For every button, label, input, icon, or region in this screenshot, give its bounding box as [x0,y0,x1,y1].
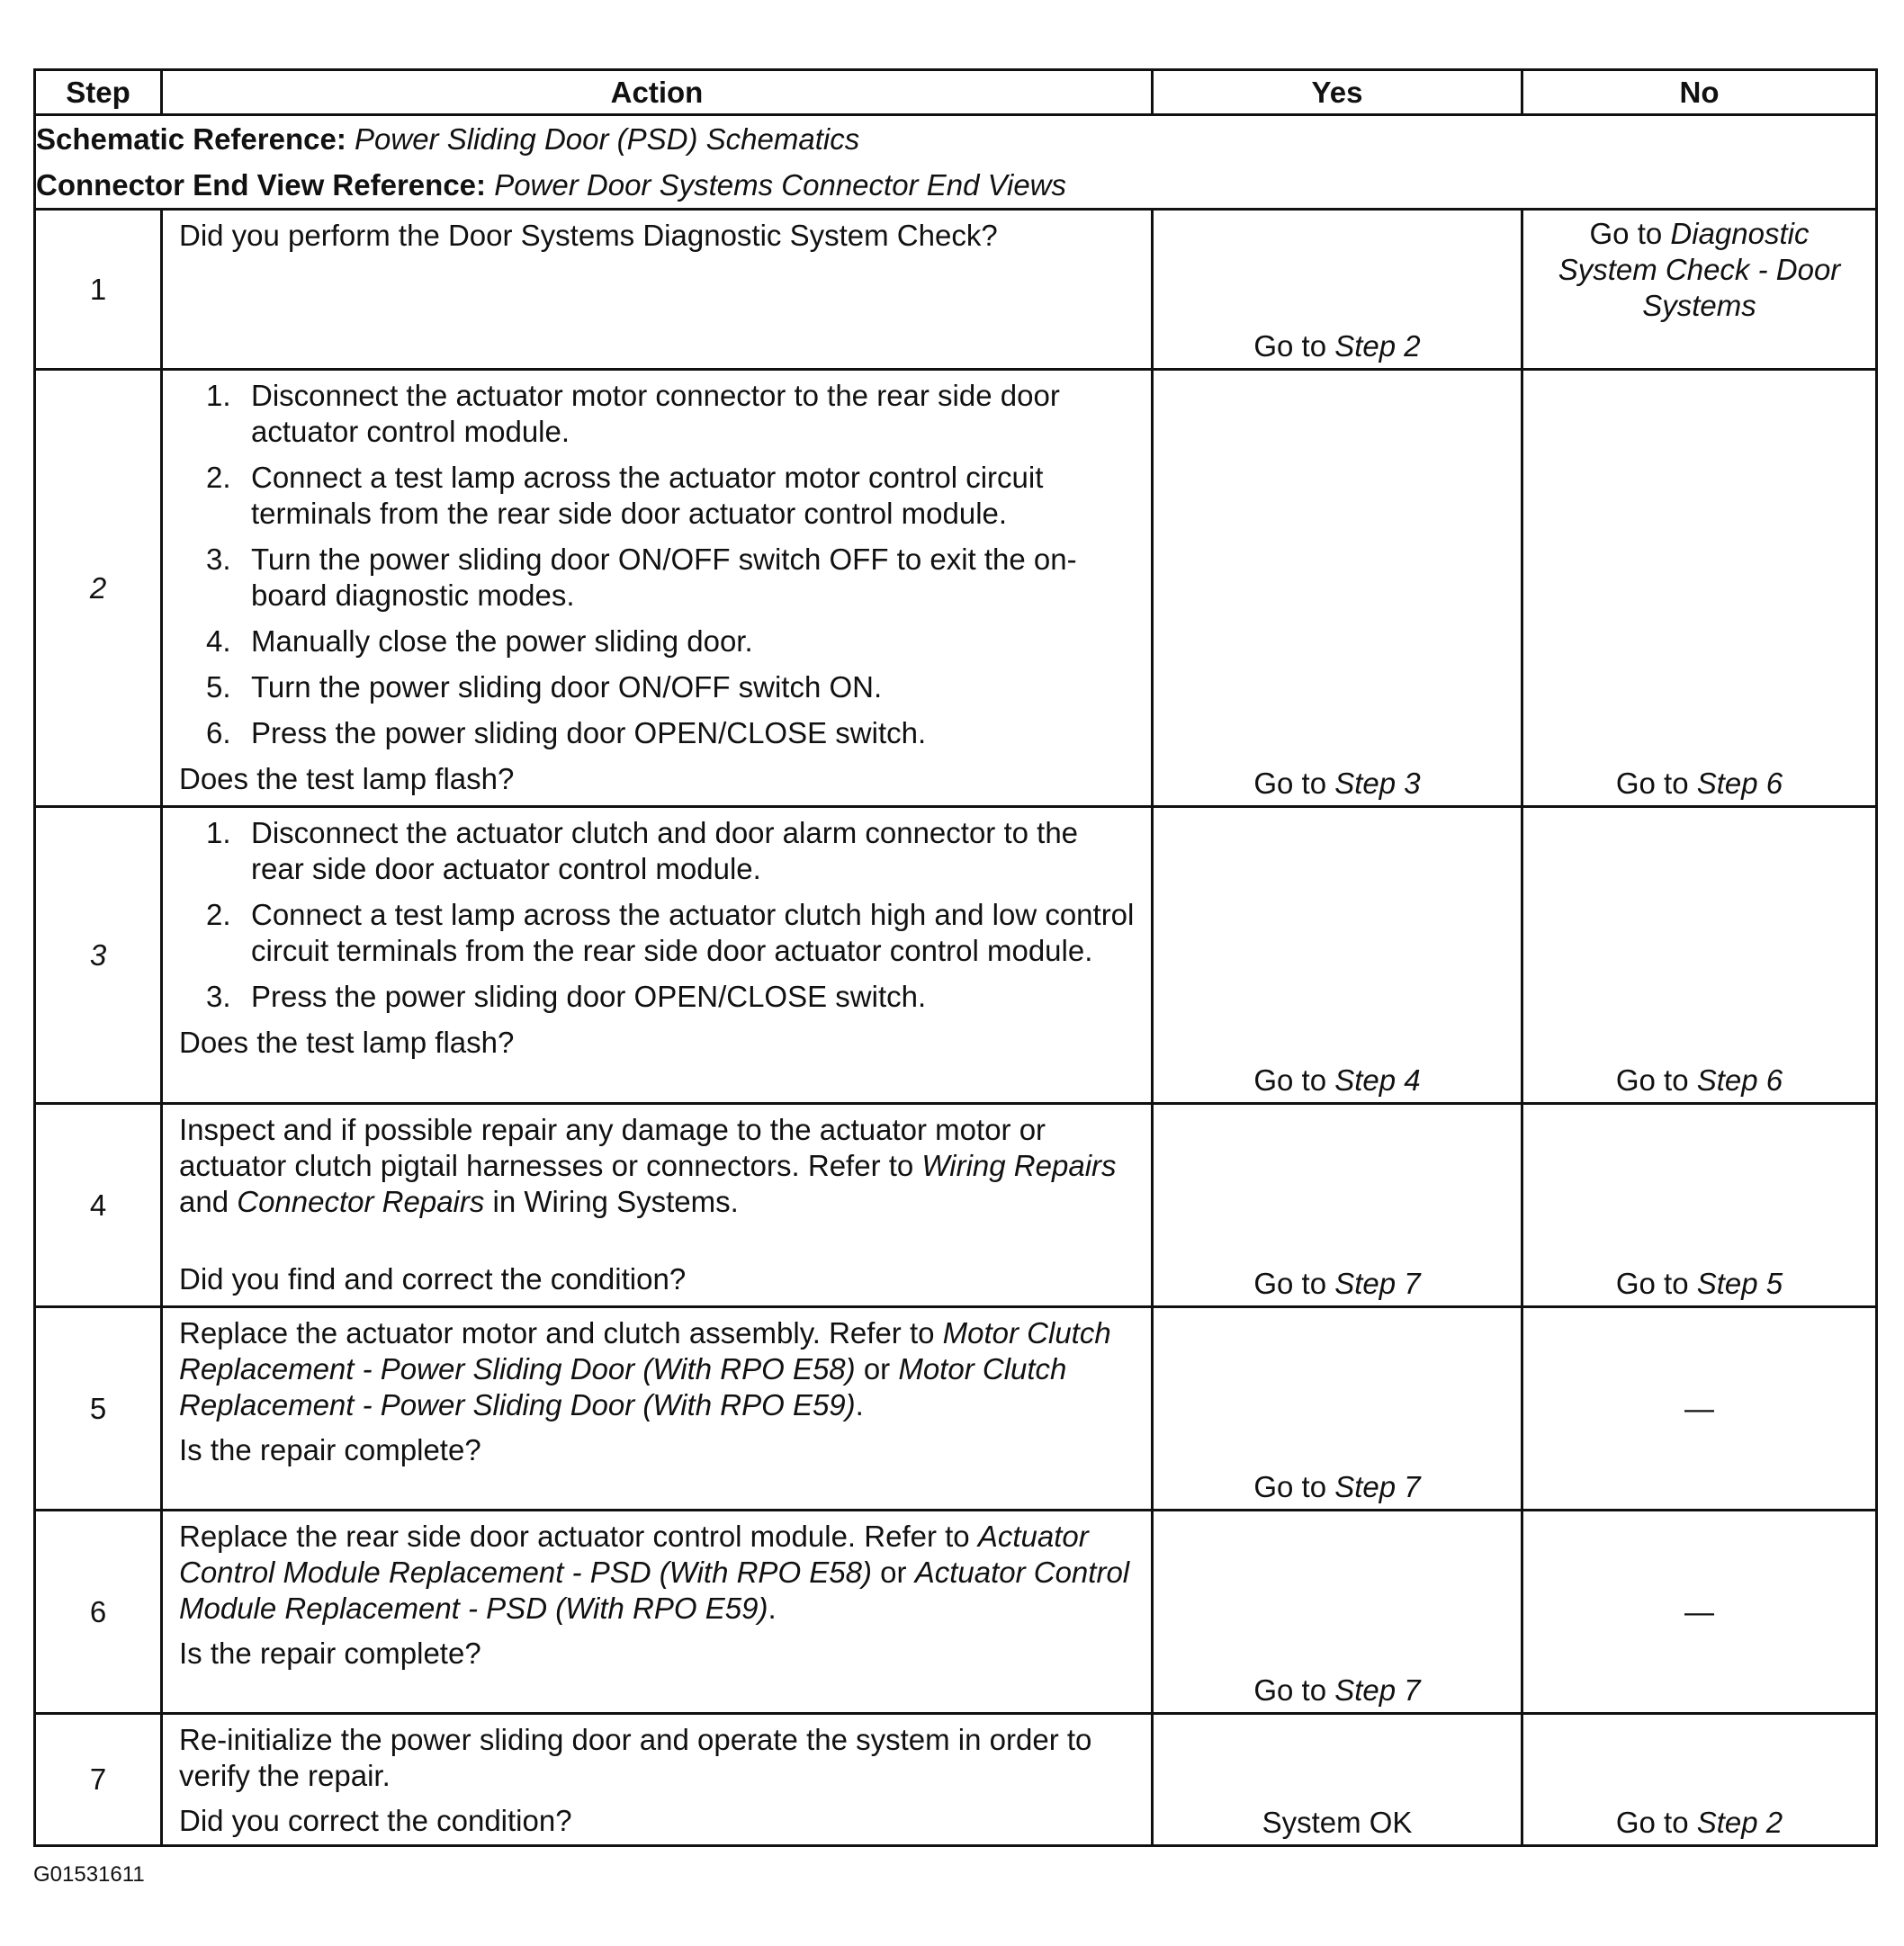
reference-row [35,115,1877,210]
header-no: No [1522,70,1877,115]
no-result [1522,1104,1877,1307]
substep-item: 4. Manually close the power sliding door. [206,624,753,658]
substep-item: 2. Connect a test lamp across the actuator clutch high and low control circuit terminals from the rear side door actuator control module. [206,898,1135,967]
no-result [1522,1714,1877,1846]
substep-item: 6. Press the power sliding door OPEN/CLOSE switch. [206,716,927,749]
no-link[interactable]: Go to Step 6 [1615,767,1783,800]
yes-result [1153,1104,1522,1307]
substep-item: 5. Turn the power sliding door ON/OFF switch ON. [206,670,883,704]
step-action [162,1307,1153,1511]
step-action [162,1511,1153,1714]
step-row [35,1714,1877,1846]
step-number: 5 [35,1307,162,1511]
header-step: Step [35,70,162,115]
no-link[interactable]: Go to Diagnostic System Check - Door Systems [1558,217,1841,322]
action-text: Re-initialize the power sliding door and operate the system in order to verify the repair. [179,1723,1092,1792]
step-row [35,370,1877,807]
header-row [35,70,1877,115]
no-result [1522,1511,1877,1714]
action-text: Replace the actuator motor and clutch assembly. Refer to Motor Clutch Replacement - Power Sliding Door (With RPO E58) or Motor Clutch Replacement - Power Sliding Door (With RPO E59). [179,1316,1111,1421]
yes-result [1153,1307,1522,1511]
step-question: Does the test lamp flash? [179,762,515,795]
step-question: Does the test lamp flash? [179,1026,515,1059]
header-action: Action [162,70,1153,115]
no-link[interactable]: Go to Step 6 [1615,1063,1783,1097]
yes-result [1153,370,1522,807]
yes-link[interactable]: Go to Step 4 [1253,1063,1421,1097]
no-link: — [1684,1594,1714,1628]
no-result [1522,370,1877,807]
reference-cell [35,115,1877,210]
connector-reference-link[interactable]: Power Door Systems Connector End Views [494,168,1067,202]
no-link[interactable]: Go to Step 5 [1615,1267,1783,1300]
diagnostic-table [33,68,1878,1847]
action-text: Inspect and if possible repair any damage to the actuator motor or actuator clutch pigtail harnesses or connectors. Refer to Wiring Repairs and Connector Repairs in Wiring Systems. [179,1113,1117,1218]
step-row [35,1511,1877,1714]
step-row [35,210,1877,370]
action-text: Replace the rear side door actuator control module. Refer to Actuator Control Module Replacement - PSD (With RPO E58) or Actuator Control Module Replacement - PSD (With RPO E59). [179,1520,1130,1625]
step-action [162,370,1153,807]
no-link: — [1684,1391,1714,1425]
yes-result [1153,807,1522,1104]
step-row [35,807,1877,1104]
no-result [1522,1307,1877,1511]
step-number: 1 [35,210,162,370]
schematic-reference-label: Schematic Reference: [36,122,346,156]
yes-link[interactable]: Go to Step 3 [1253,767,1421,800]
substep-item: 1. Disconnect the actuator motor connector to the rear side door actuator control module. [206,379,1060,448]
yes-result [1153,1511,1522,1714]
step-action [162,807,1153,1104]
substep-item: 2. Connect a test lamp across the actuator motor control circuit terminals from the rear side door actuator control module. [206,461,1044,530]
yes-result [1153,210,1522,370]
no-link[interactable]: Go to Step 2 [1615,1806,1783,1839]
step-number: 2 [35,370,162,807]
step-action [162,1714,1153,1846]
schematic-reference-link[interactable]: Power Sliding Door (PSD) Schematics [355,122,860,156]
action-text: Did you perform the Door Systems Diagnostic System Check? [179,219,998,252]
figure-id: G01531611 [33,1862,145,1887]
connector-reference-label: Connector End View Reference: [36,168,487,202]
step-question: Is the repair complete? [179,1433,481,1466]
step-row [35,1104,1877,1307]
step-action [162,1104,1153,1307]
schematic-reference [36,116,1875,162]
no-result [1522,807,1877,1104]
substep-list [179,815,1135,1015]
step-number: 3 [35,807,162,1104]
substep-item: 3. Turn the power sliding door ON/OFF switch OFF to exit the on-board diagnostic modes. [206,543,1077,612]
step-number: 7 [35,1714,162,1846]
step-question: Did you correct the condition? [179,1804,572,1837]
yes-result [1153,1714,1522,1846]
yes-link[interactable]: Go to Step 7 [1253,1470,1421,1503]
step-action [162,210,1153,370]
yes-link[interactable]: Go to Step 2 [1253,329,1421,363]
yes-link[interactable]: Go to Step 7 [1253,1673,1421,1707]
no-result [1522,210,1877,370]
step-question: Is the repair complete? [179,1637,481,1670]
substep-item: 1. Disconnect the actuator clutch and door alarm connector to the rear side door actuator control module. [206,816,1079,885]
connector-reference [36,162,1875,208]
step-row [35,1307,1877,1511]
step-number: 4 [35,1104,162,1307]
step-number: 6 [35,1511,162,1714]
substep-item: 3. Press the power sliding door OPEN/CLOSE switch. [206,980,927,1013]
yes-link[interactable]: System OK [1262,1806,1413,1839]
step-question: Did you find and correct the condition? [179,1262,687,1296]
yes-link[interactable]: Go to Step 7 [1253,1267,1421,1300]
header-yes: Yes [1153,70,1522,115]
substep-list [179,378,1135,751]
